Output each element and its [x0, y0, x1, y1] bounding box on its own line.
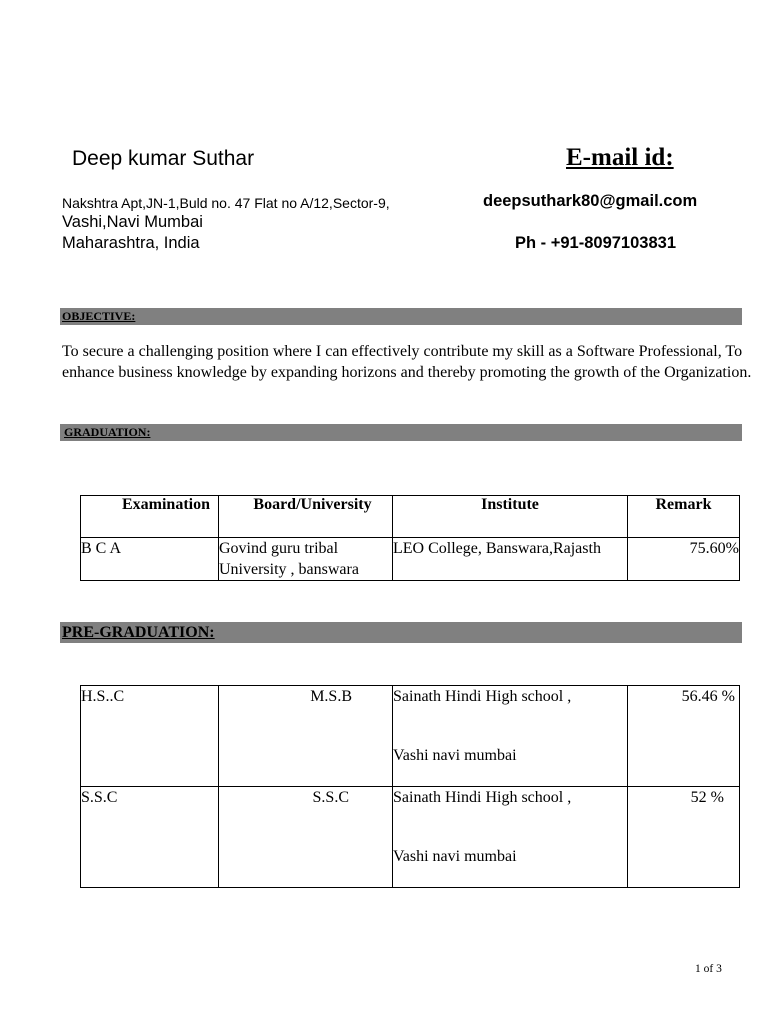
objective-heading: OBJECTIVE: — [62, 309, 136, 323]
board-cell: S.S.C — [219, 787, 393, 888]
pre-graduation-table — [80, 685, 740, 888]
pre-graduation-heading: PRE-GRADUATION: — [62, 624, 215, 641]
pre-graduation-heading-bar — [60, 622, 742, 643]
phone-number: Ph - +91-8097103831 — [515, 234, 676, 252]
institute-line: Vashi navi mumbai — [393, 747, 517, 764]
institute-line: Sainath Hindi High school , — [393, 688, 572, 705]
table-header-row — [81, 496, 740, 538]
institute-line: Sainath Hindi High school , — [393, 789, 572, 806]
objective-heading-bar — [60, 308, 742, 325]
table-row — [81, 787, 740, 888]
exam-cell: H.S..C — [81, 686, 219, 787]
graduation-heading: GRADUATION: — [64, 425, 151, 439]
graduation-table — [80, 495, 740, 581]
objective-text: To secure a challenging position where I can effectively contribute my skill as a Software Professional, To enhance business knowledge by expanding horizons and thereby promoting the growth of the Organization. — [62, 343, 752, 381]
address-line-1: Nakshtra Apt,JN-1,Buld no. 47 Flat no A/12,Sector-9, — [62, 195, 390, 211]
address-line-3: Maharashtra, India — [62, 234, 200, 252]
board-line: University , banswara — [219, 561, 359, 578]
table-row — [81, 686, 740, 787]
table-row — [81, 538, 740, 581]
email-heading: E-mail id: — [566, 144, 674, 171]
page-number: 1 of 3 — [695, 963, 722, 975]
institute-cell — [393, 787, 628, 888]
column-header: Examination — [81, 496, 219, 538]
exam-cell: B C A — [81, 538, 219, 581]
board-cell: M.S.B — [219, 686, 393, 787]
remark-cell: 75.60% — [628, 538, 740, 581]
remark-cell: 56.46 % — [628, 686, 740, 787]
institute-cell: LEO College, Banswara,Rajasth — [393, 538, 628, 581]
board-cell — [219, 538, 393, 581]
column-header: Remark — [628, 496, 740, 538]
address-line-2: Vashi,Navi Mumbai — [62, 213, 203, 231]
institute-line: Vashi navi mumbai — [393, 848, 517, 865]
institute-cell — [393, 686, 628, 787]
email-address: deepsuthark80@gmail.com — [483, 192, 698, 210]
column-header: Board/University — [219, 496, 393, 538]
exam-cell: S.S.C — [81, 787, 219, 888]
remark-cell: 52 % — [628, 787, 740, 888]
candidate-name: Deep kumar Suthar — [72, 147, 255, 170]
graduation-heading-bar — [60, 424, 742, 441]
column-header: Institute — [393, 496, 628, 538]
board-line: Govind guru tribal — [219, 540, 339, 557]
